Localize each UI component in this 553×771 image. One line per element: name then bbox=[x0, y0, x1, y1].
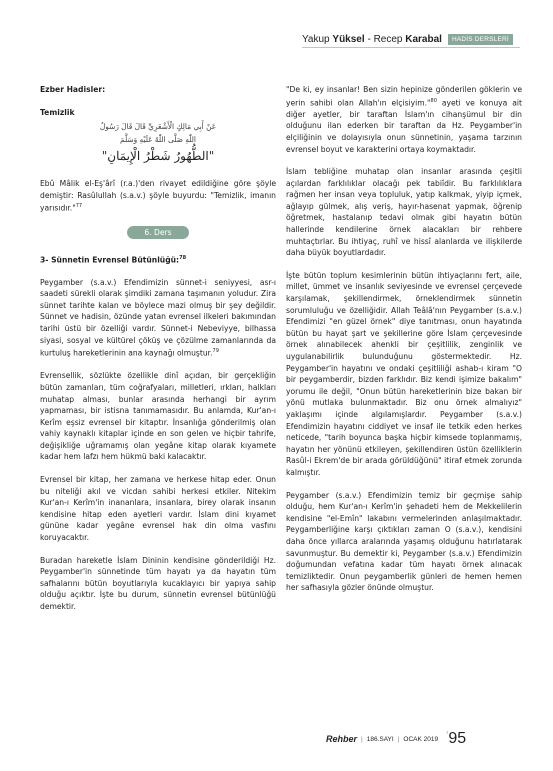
section-tag: HADİS DERSLERİ bbox=[448, 34, 513, 45]
header-rule bbox=[302, 47, 520, 48]
page-number-text: 95 bbox=[448, 730, 467, 747]
arabic-line-1: عَنْ أَبِي مَالِكٍ الْأَشْعَرِيِّ قَالَ قَالَ رَسُولُ bbox=[99, 122, 217, 132]
paragraph bbox=[40, 277, 276, 360]
paragraph-text: Peygamber (s.a.v.) Efendimizin sünnet-i seniyyesi, asr-ı saadeti sürekli olarak şimdiki zamana taşımanın yoludur. Zira sünnet tarihte kalan ve böylece mazi olmuş bir şey değildir. Sünnet ve hadisin, özünde yatan evrensel ilkeleri bakımından tarihi üstü bir özelliği vardır. Sünnet-i Nebeviyye, bilhassa siyasi, sosyal ve kültürel çöküş ve çözülme zamanlarında da kurtuluş hareketlerinin ana kaynağı olmuştur. bbox=[40, 277, 276, 358]
author2-last-name: Karabal bbox=[405, 33, 442, 45]
paragraph bbox=[286, 84, 522, 155]
hadith-translation-text: Ebû Mâlik el-Eş'ârî (r.a.)'den rivayet edildiğine göre şöyle demiştir: Rasûlullah (s.a.v.) şöyle buyurdu: "Temizlik, imanın yarısıdır." bbox=[40, 179, 276, 213]
running-header bbox=[302, 31, 513, 47]
author1-first-name: Yakup bbox=[302, 33, 330, 45]
paragraph: Evrensellik, sözlükte özellikle dinî açıdan, bir gerçekliğin bütün zamanları, tüm coğrafyaları, milletleri, ırkları, halkları muhatap alması, bunlar arasında herhangi bir ayrım yapmaması, bir istisna tanımamasıdır. Bu anlamda, Kur'an-ı Kerîm eşsiz evrensel bir kitaptır. İnsanlığa gönderilmiş olan vahiy kaynaklı kitaplar içinde en son gelen ve hiçbir tahrife, değişikliğe uğramamış olan yegâne kitap olarak kıyamete kadar hem lafzı hem hükmü baki kalacaktır. bbox=[40, 371, 276, 462]
paragraph: Evrensel bir kitap, her zamana ve herkese hitap eder. Onun bu niteliği akıl ve vicdan sahibi herkesi etkiler. Nitekim Kur'an-ı Kerîm'in inananlara, insanlara, birey olarak insanın kendisine hitap eden ayetleri vardır. İslam dini kıyamet gününe kadar yegâne evrensel hak din olma vasfını koruyacaktır. bbox=[40, 475, 276, 543]
arabic-line-3: "الطُّهُورُ شَطْرُ الْإِيمَانِ" bbox=[101, 149, 215, 164]
footnote-ref: 80 bbox=[430, 97, 437, 104]
lesson-badge: 6. Ders bbox=[127, 226, 189, 239]
section-heading-text: 3- Sünnetin Evrensel Bütünlüğü: bbox=[40, 255, 180, 265]
paragraph: İşte bütün toplum kesimlerinin bütün ihtiyaçlarını fert, aile, millet, ümmet ve insanlık seviyesinde ve evrensel çerçevede karşılamak, şekillendirmek, örneklendirmek sünnetin sorumluluğu ve özelliğidir. Allah Teâlâ'nın Peygamber (s.a.v.) Efendimizi "en güzel örnek" diye tanıtması, onun hayatında bütün bu hayat şart ve şekillerine göre İslam çerçevesinde örnek alınabilecek ahenkli bir çeşitlilik, zenginlik ve uygulanabilirlik bulunduğunu göstermektedir. Hz. Peygamber'in hayatını ve ondaki çeşitliliği ashab-ı kiram "O bir peygamberdir, bizden farklıdır. Biz kendi işimize bakalım" yorumu ile değil, "Onun bütün hareketlerinin bize bakan bir yönü mutlaka bulunmaktadır. Biz onu örnek almalıyız" yaklaşımı içinde algılamışlardır. Peygamber (s.a.v.) Efendimizin hayatını ciddiyet ve insaf ile tetkik eden herkes neticede, "tarih boyunca başka hiçbir kimsede toplanmamış, hayatın her yönünü etkileyen, şekillendiren üstün özelliklerin Rasûl-i Ekrem'de bir arada görüldüğünü" itiraf etmek zorunda kalmıştır. bbox=[286, 270, 522, 477]
arabic-hadith bbox=[40, 120, 276, 166]
paragraph-text: ayeti ve konuya ait diğer ayetler, bir taraftan İslam'ın cihanşümul bir din olduğunu ilan ederken bir taraftan da Hz. Peygamber'in elçiliğinin ve dolayısıyla onun sünnetinin, yaşama tarzının evrensel boyut ve karakterini ortaya koymaktadır. bbox=[286, 98, 522, 154]
hadith-translation bbox=[40, 178, 276, 214]
footnote-ref: 77 bbox=[75, 203, 83, 210]
paragraph: İslam tebliğine muhatap olan insanlar arasında çeşitli açılardan farklılıklar olacağı pek tabiîdir. Bu farklılıklara rağmen her insan veya topluluk, yatıp kalkmak, yiyip içmek, ağlayıp gülmek, alış veriş, hayır-hasenat yapmak, öğrenip öğretmek, hastalanıp tedavi olmak gibi hayatın bütün hallerinde kendilerine örnek alacakları bir rehbere muhtaçtırlar. Bu ihtiyaç, ruhî ve hissî alanlarda ve ilişkilerde daha büyük boyutlardadır. bbox=[286, 167, 522, 258]
author1-last-name: Yüksel bbox=[332, 33, 365, 45]
author-separator: - bbox=[367, 33, 371, 45]
right-column bbox=[286, 84, 522, 605]
footnote-ref: 78 bbox=[179, 254, 187, 261]
quote-text: "De ki, ey insanlar! Ben sizin hepinize gönderilen göklerin ve yerin sahibi olan Allah'ın elçisiyim." bbox=[286, 85, 522, 108]
header-authors bbox=[302, 34, 442, 45]
memorize-heading: Ezber Hadisler: bbox=[40, 85, 106, 94]
section-heading bbox=[40, 253, 276, 266]
issue-date: OCAK 2019 bbox=[403, 735, 439, 743]
arabic-line-2: اللّٰهِ صَلَّى اللّٰهُ عَلَيْهِ وَسَلَّمَ bbox=[120, 135, 196, 145]
topic-heading: Temizlik bbox=[40, 107, 75, 117]
footer-divider: | bbox=[361, 735, 363, 743]
page-footer bbox=[326, 730, 466, 748]
footnote-ref: 79 bbox=[212, 348, 219, 355]
left-column bbox=[40, 84, 276, 624]
magazine-logo: Rehber bbox=[326, 734, 358, 744]
footer-divider: | bbox=[397, 735, 400, 743]
paragraph: Buradan hareketle İslam Dininin kendisine gönderildiği Hz. Peygamber'in sünnetinde tüm hayatı ya da hayatın tüm safhalarını bütün boyutlarıyla kucaklayıcı bir yapıya sahip olduğu açıktır. İşte bu durum, sünnetin evrensel bütünlüğü demektir. bbox=[40, 555, 276, 611]
page-mark-icon: ‘ bbox=[446, 730, 449, 741]
page-number bbox=[446, 730, 466, 748]
issue-number: 186.SAYI bbox=[366, 735, 394, 743]
author2-first-name: Recep bbox=[373, 33, 403, 45]
paragraph: Peygamber (s.a.v.) Efendimizin temiz bir geçmişe sahip olduğu, hem Kur'an-ı Kerîm'in şehadeti hem de Mekkelilerin kendisine "el-Emîn" lakabını vermelerinden anlaşılmaktadır. Peygamberliğine karşı çıktıkları zaman O (s.a.v.), kendisini daha önce yıllarca aralarında yaşamış olduğunu hatırlatarak savunmuştur. Bu demektir ki, Peygamber (s.a.v.) Efendimizin doğumundan vefatına kadar tüm hayatı örnek alınacak temizliktedir. Onun peygamberlik günleri de hemen hemen her safhasıyla gözler önünde olmuştur. bbox=[286, 490, 522, 593]
